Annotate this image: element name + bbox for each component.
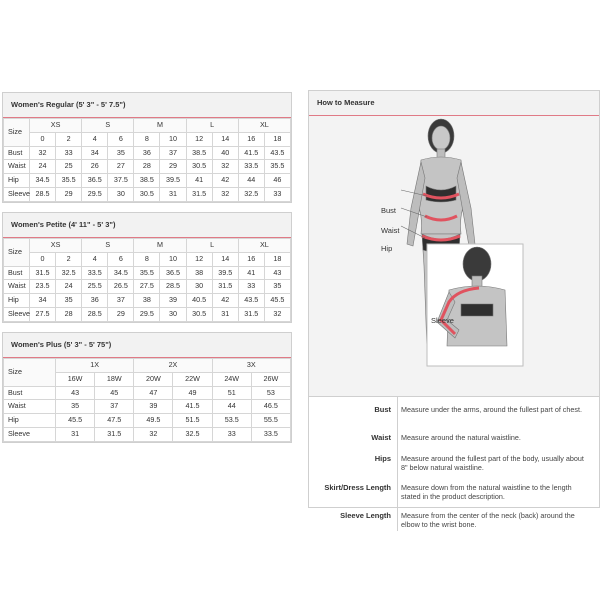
cell: 27.5	[134, 280, 160, 294]
cell: 53.5	[212, 414, 251, 428]
measure-desc: Measure around the natural waistline.	[401, 433, 521, 442]
size-number: 18	[264, 132, 290, 146]
size-number: 18W	[95, 372, 134, 386]
cell: 30	[186, 280, 212, 294]
row-label: Bust	[4, 386, 56, 400]
cell: 32	[212, 187, 238, 201]
figure-label-bust: Bust	[381, 206, 397, 215]
measure-desc: Measure from the center of the neck (back) around the elbow to the wrist bone.	[401, 511, 575, 529]
cell: 35	[56, 294, 82, 308]
cell: 40	[212, 146, 238, 160]
group-header: 3X	[212, 359, 290, 373]
cell: 31	[212, 307, 238, 321]
row-label: Hip	[4, 174, 30, 188]
size-number: 24W	[212, 372, 251, 386]
cell: 29.5	[134, 307, 160, 321]
table-row	[4, 414, 291, 428]
regular-title: Women's Regular (5' 3" - 5' 7.5")	[3, 93, 291, 118]
cell: 44	[212, 400, 251, 414]
size-number: 18	[264, 252, 290, 266]
petite-group-row	[4, 239, 291, 253]
cell: 31	[56, 427, 95, 441]
measure-label: Bust	[374, 405, 391, 414]
figure-label-sleeve: Sleeve	[431, 316, 454, 325]
plus-title: Women's Plus (5' 3" - 5' 75")	[3, 333, 291, 358]
table-row	[4, 307, 291, 321]
cell: 33	[212, 427, 251, 441]
row-label: Bust	[4, 266, 30, 280]
plus-size-table	[3, 358, 291, 442]
cell: 38.5	[134, 174, 160, 188]
row-label: Hip	[4, 414, 56, 428]
table-row	[4, 266, 291, 280]
cell: 32.5	[173, 427, 212, 441]
cell: 31.5	[30, 266, 56, 280]
group-header: S	[82, 239, 134, 253]
cell: 39	[160, 294, 186, 308]
cell: 51	[212, 386, 251, 400]
group-header: L	[186, 119, 238, 133]
cell: 24	[30, 160, 56, 174]
size-number: 6	[108, 132, 134, 146]
cell: 31	[160, 187, 186, 201]
petite-number-row	[4, 252, 291, 266]
cell: 28.5	[82, 307, 108, 321]
cell: 34.5	[108, 266, 134, 280]
size-number: 8	[134, 132, 160, 146]
cell: 30.5	[134, 187, 160, 201]
cell: 38.5	[186, 146, 212, 160]
cell: 42	[212, 294, 238, 308]
petite-size-table	[3, 238, 291, 322]
how-to-measure-panel	[308, 90, 600, 529]
cell: 39.5	[160, 174, 186, 188]
size-number: 10	[160, 252, 186, 266]
cell: 37	[108, 294, 134, 308]
row-label: Sleeve	[4, 307, 30, 321]
measure-label: Waist	[371, 433, 391, 442]
cell: 31.5	[212, 280, 238, 294]
cell: 41.5	[173, 400, 212, 414]
cell: 40.5	[186, 294, 212, 308]
cell: 45.5	[56, 414, 95, 428]
cell: 35.5	[56, 174, 82, 188]
cell: 34	[82, 146, 108, 160]
table-row	[4, 400, 291, 414]
cell: 47.5	[95, 414, 134, 428]
table-row	[4, 146, 291, 160]
cell: 29	[160, 160, 186, 174]
cell: 30.5	[186, 160, 212, 174]
size-label: Size	[4, 119, 30, 147]
cell: 36	[134, 146, 160, 160]
cell: 28	[56, 307, 82, 321]
cell: 35	[56, 400, 95, 414]
size-number: 16	[238, 132, 264, 146]
measure-desc: Measure down from the natural waistline to the length stated in the product description.	[401, 483, 572, 501]
cell: 55.5	[251, 414, 290, 428]
measure-illustration	[309, 116, 599, 397]
cell: 37	[95, 400, 134, 414]
measure-desc: Measure around the fullest part of the body, usually about 8" below natural waistline.	[401, 454, 584, 472]
cell: 38	[134, 294, 160, 308]
row-label: Hip	[4, 294, 30, 308]
cell: 28	[134, 160, 160, 174]
size-number: 22W	[173, 372, 212, 386]
group-header: 2X	[134, 359, 212, 373]
cell: 49	[173, 386, 212, 400]
cell: 31.5	[95, 427, 134, 441]
group-header: XL	[238, 239, 290, 253]
table-row	[4, 174, 291, 188]
cell: 43	[56, 386, 95, 400]
cell: 36	[82, 294, 108, 308]
cell: 35.5	[264, 160, 290, 174]
size-number: 2	[56, 132, 82, 146]
size-number: 4	[82, 132, 108, 146]
row-label: Sleeve	[4, 427, 56, 441]
cell: 36.5	[82, 174, 108, 188]
cell: 39.5	[212, 266, 238, 280]
size-number: 2	[56, 252, 82, 266]
row-label: Bust	[4, 146, 30, 160]
cell: 30.5	[186, 307, 212, 321]
figure-label-waist: Waist	[381, 226, 400, 235]
cell: 36.5	[160, 266, 186, 280]
cell: 42	[212, 174, 238, 188]
table-row	[4, 294, 291, 308]
row-label: Waist	[4, 160, 30, 174]
size-number: 12	[186, 132, 212, 146]
cell: 32	[134, 427, 173, 441]
group-header: M	[134, 119, 186, 133]
cell: 25.5	[82, 280, 108, 294]
cell: 35.5	[134, 266, 160, 280]
petite-title: Women's Petite (4' 11" - 5' 3")	[3, 213, 291, 238]
group-header: S	[82, 119, 134, 133]
cell: 32.5	[238, 187, 264, 201]
cell: 33.5	[238, 160, 264, 174]
cell: 43	[264, 266, 290, 280]
size-number: 16W	[56, 372, 95, 386]
size-number: 26W	[251, 372, 290, 386]
cell: 35	[108, 146, 134, 160]
table-row	[4, 187, 291, 201]
figure-label-hip: Hip	[381, 244, 393, 253]
plus-size-panel	[2, 332, 292, 443]
cell: 28.5	[30, 187, 56, 201]
size-number: 8	[134, 252, 160, 266]
row-label: Waist	[4, 400, 56, 414]
cell: 37	[160, 146, 186, 160]
group-header: 1X	[56, 359, 134, 373]
plus-group-row	[4, 359, 291, 373]
regular-number-row	[4, 132, 291, 146]
cell: 33	[56, 146, 82, 160]
cell: 30	[108, 187, 134, 201]
size-number: 14	[212, 132, 238, 146]
measure-desc: Measure under the arms, around the fullest part of chest.	[401, 405, 582, 414]
cell: 45.5	[264, 294, 290, 308]
petite-size-panel	[2, 212, 292, 323]
size-number: 10	[160, 132, 186, 146]
measure-label: Sleeve Length	[340, 511, 391, 520]
measure-instructions	[309, 397, 599, 531]
cell: 26.5	[108, 280, 134, 294]
table-row	[4, 427, 291, 441]
cell: 29	[108, 307, 134, 321]
cell: 23.5	[30, 280, 56, 294]
cell: 25	[56, 160, 82, 174]
group-header: L	[186, 239, 238, 253]
row-label: Waist	[4, 280, 30, 294]
cell: 31.5	[238, 307, 264, 321]
cell: 38	[186, 266, 212, 280]
cell: 32	[30, 146, 56, 160]
cell: 43.5	[264, 146, 290, 160]
group-header: XS	[30, 239, 82, 253]
cell: 26	[82, 160, 108, 174]
cell: 28.5	[160, 280, 186, 294]
cell: 33.5	[82, 266, 108, 280]
cell: 34.5	[30, 174, 56, 188]
size-number: 16	[238, 252, 264, 266]
cell: 27.5	[30, 307, 56, 321]
size-number: 4	[82, 252, 108, 266]
measure-label: Skirt/Dress Length	[324, 483, 391, 492]
group-header: XL	[238, 119, 290, 133]
size-number: 6	[108, 252, 134, 266]
group-header: M	[134, 239, 186, 253]
cell: 33.5	[251, 427, 290, 441]
cell: 45	[95, 386, 134, 400]
cell: 46	[264, 174, 290, 188]
cell: 44	[238, 174, 264, 188]
size-number: 14	[212, 252, 238, 266]
measure-label: Hips	[374, 454, 391, 463]
table-row	[4, 386, 291, 400]
size-number: 0	[30, 252, 56, 266]
cell: 32	[264, 307, 290, 321]
cell: 27	[108, 160, 134, 174]
size-number: 20W	[134, 372, 173, 386]
cell: 49.5	[134, 414, 173, 428]
cell: 41	[186, 174, 212, 188]
table-row	[4, 280, 291, 294]
cell: 47	[134, 386, 173, 400]
cell: 33	[264, 187, 290, 201]
size-number: 12	[186, 252, 212, 266]
cell: 31.5	[186, 187, 212, 201]
size-number: 0	[30, 132, 56, 146]
cell: 34	[30, 294, 56, 308]
group-header: XS	[30, 119, 82, 133]
row-label: Sleeve	[4, 187, 30, 201]
cell: 24	[56, 280, 82, 294]
cell: 29	[56, 187, 82, 201]
regular-size-panel	[2, 92, 292, 203]
cell: 46.5	[251, 400, 290, 414]
cell: 29.5	[82, 187, 108, 201]
size-label: Size	[4, 239, 30, 267]
regular-group-row	[4, 119, 291, 133]
regular-size-table	[3, 118, 291, 202]
cell: 30	[160, 307, 186, 321]
column-divider	[397, 397, 398, 531]
cell: 32	[212, 160, 238, 174]
size-label: Size	[4, 359, 56, 387]
cell: 33	[238, 280, 264, 294]
cell: 35	[264, 280, 290, 294]
cell: 51.5	[173, 414, 212, 428]
cell: 53	[251, 386, 290, 400]
cell: 32.5	[56, 266, 82, 280]
body-figure-icon	[309, 116, 599, 370]
cell: 43.5	[238, 294, 264, 308]
cell: 41.5	[238, 146, 264, 160]
cell: 41	[238, 266, 264, 280]
how-to-measure-title: How to Measure	[309, 91, 599, 116]
cell: 39	[134, 400, 173, 414]
table-row	[4, 160, 291, 174]
cell: 37.5	[108, 174, 134, 188]
